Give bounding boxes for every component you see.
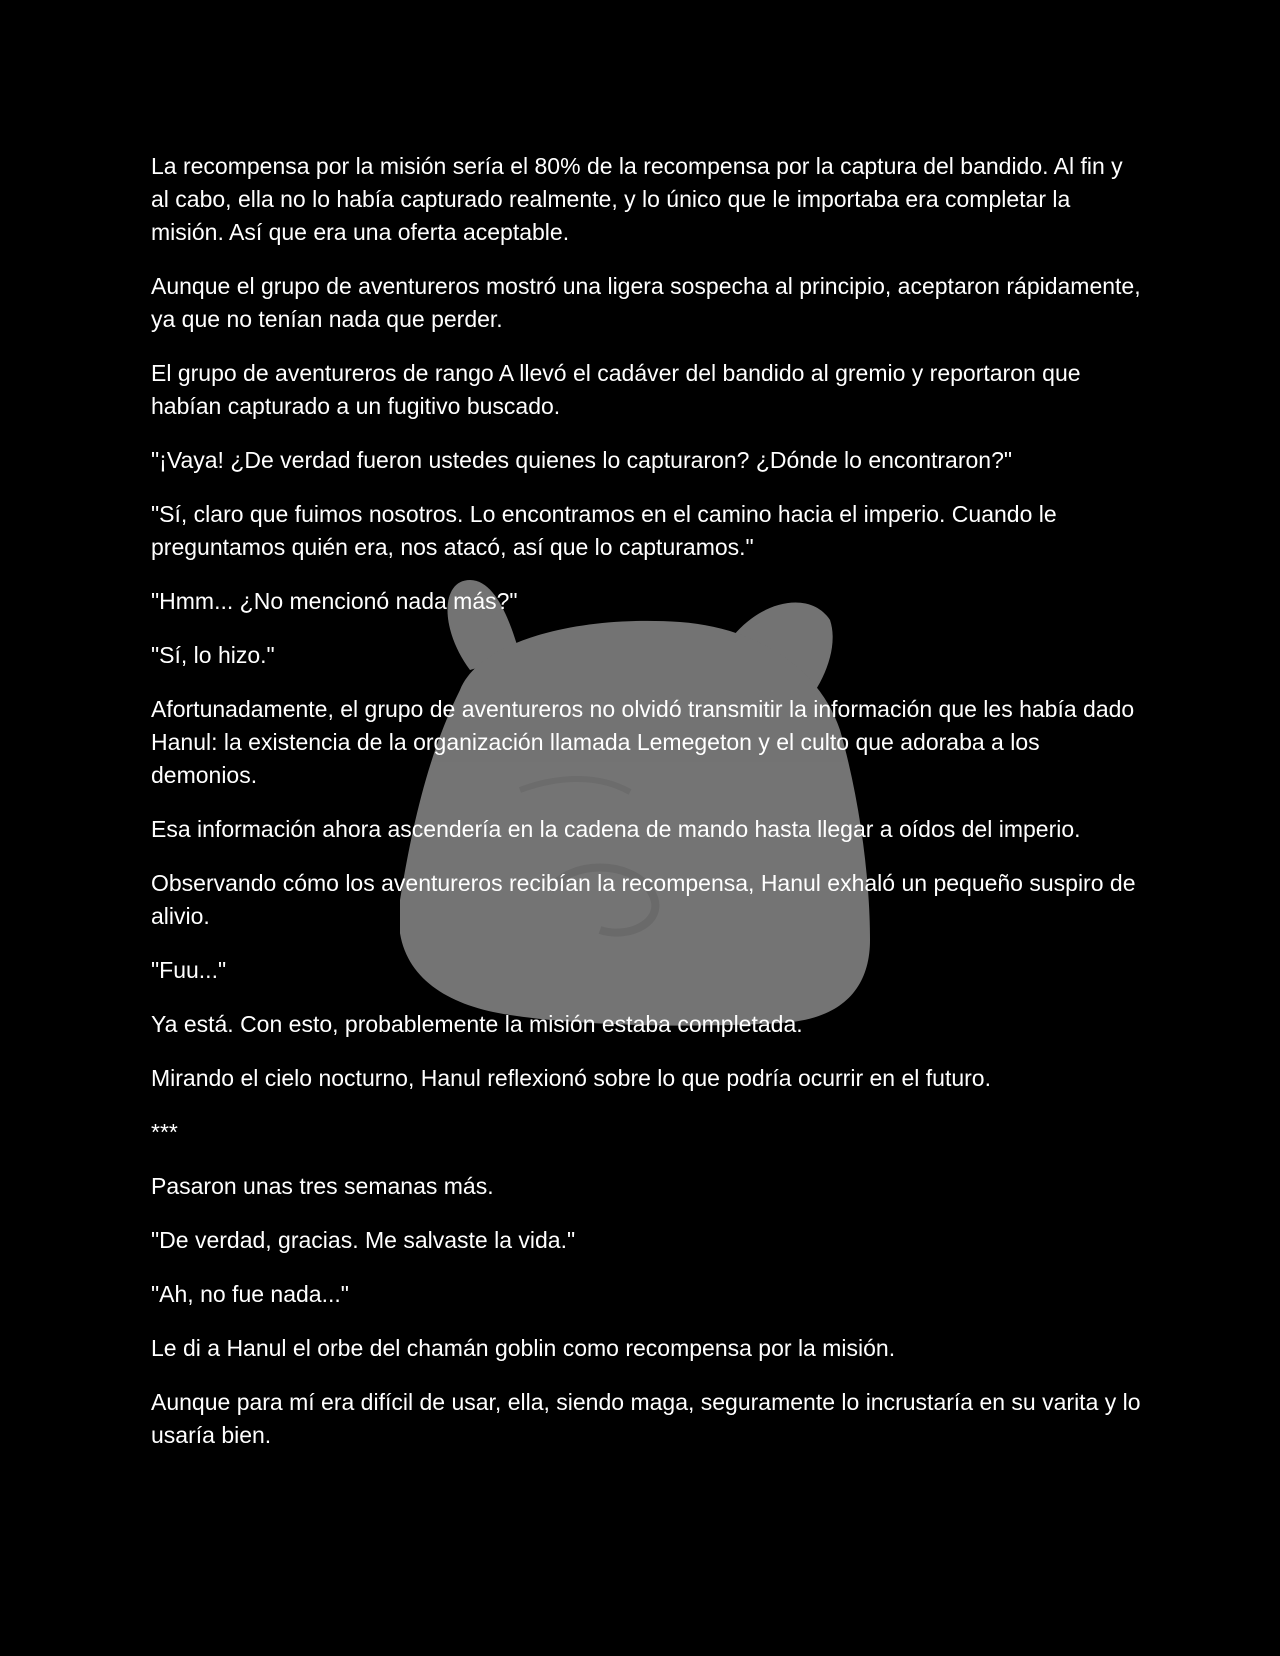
paragraph: Mirando el cielo nocturno, Hanul reflexionó sobre lo que podría ocurrir en el futuro. <box>151 1065 991 1091</box>
paragraph: Esa información ahora ascendería en la cadena de mando hasta llegar a oídos del imperio. <box>151 816 1081 842</box>
document-body <box>151 150 1141 1473</box>
paragraph: Aunque para mí era difícil de usar, ella, siendo maga, seguramente lo incrustaría en su varita y lo usaría bien. <box>151 1389 1141 1448</box>
dialogue-line: "Fuu..." <box>151 957 227 983</box>
paragraph: Ya está. Con esto, probablemente la misión estaba completada. <box>151 1011 803 1037</box>
dialogue-line: "Ah, no fue nada..." <box>151 1281 349 1307</box>
paragraph: La recompensa por la misión sería el 80% de la recompensa por la captura del bandido. Al fin y al cabo, ella no lo había capturado realmente, y lo único que le importaba era completar la misión. Así que era una oferta aceptable. <box>151 153 1123 245</box>
paragraph: Observando cómo los aventureros recibían la recompensa, Hanul exhaló un pequeño suspiro de alivio. <box>151 870 1136 929</box>
dialogue-line: "Sí, claro que fuimos nosotros. Lo encontramos en el camino hacia el imperio. Cuando le preguntamos quién era, nos atacó, así que lo capturamos." <box>151 501 1057 560</box>
paragraph: Pasaron unas tres semanas más. <box>151 1173 494 1199</box>
dialogue-line: "¡Vaya! ¿De verdad fueron ustedes quienes lo capturaron? ¿Dónde lo encontraron?" <box>151 447 1013 473</box>
paragraph: Aunque el grupo de aventureros mostró una ligera sospecha al principio, aceptaron rápidamente, ya que no tenían nada que perder. <box>151 273 1141 332</box>
dialogue-line: "Hmm... ¿No mencionó nada más?" <box>151 588 518 614</box>
dialogue-line: "Sí, lo hizo." <box>151 642 275 668</box>
paragraph: El grupo de aventureros de rango A llevó el cadáver del bandido al gremio y reportaron que habían capturado a un fugitivo buscado. <box>151 360 1081 419</box>
scene-break: *** <box>151 1119 178 1145</box>
paragraph: Afortunadamente, el grupo de aventureros no olvidó transmitir la información que les había dado Hanul: la existencia de la organización llamada Lemegeton y el culto que adoraba a los demonios. <box>151 696 1135 788</box>
paragraph: Le di a Hanul el orbe del chamán goblin como recompensa por la misión. <box>151 1335 896 1361</box>
dialogue-line: "De verdad, gracias. Me salvaste la vida." <box>151 1227 576 1253</box>
